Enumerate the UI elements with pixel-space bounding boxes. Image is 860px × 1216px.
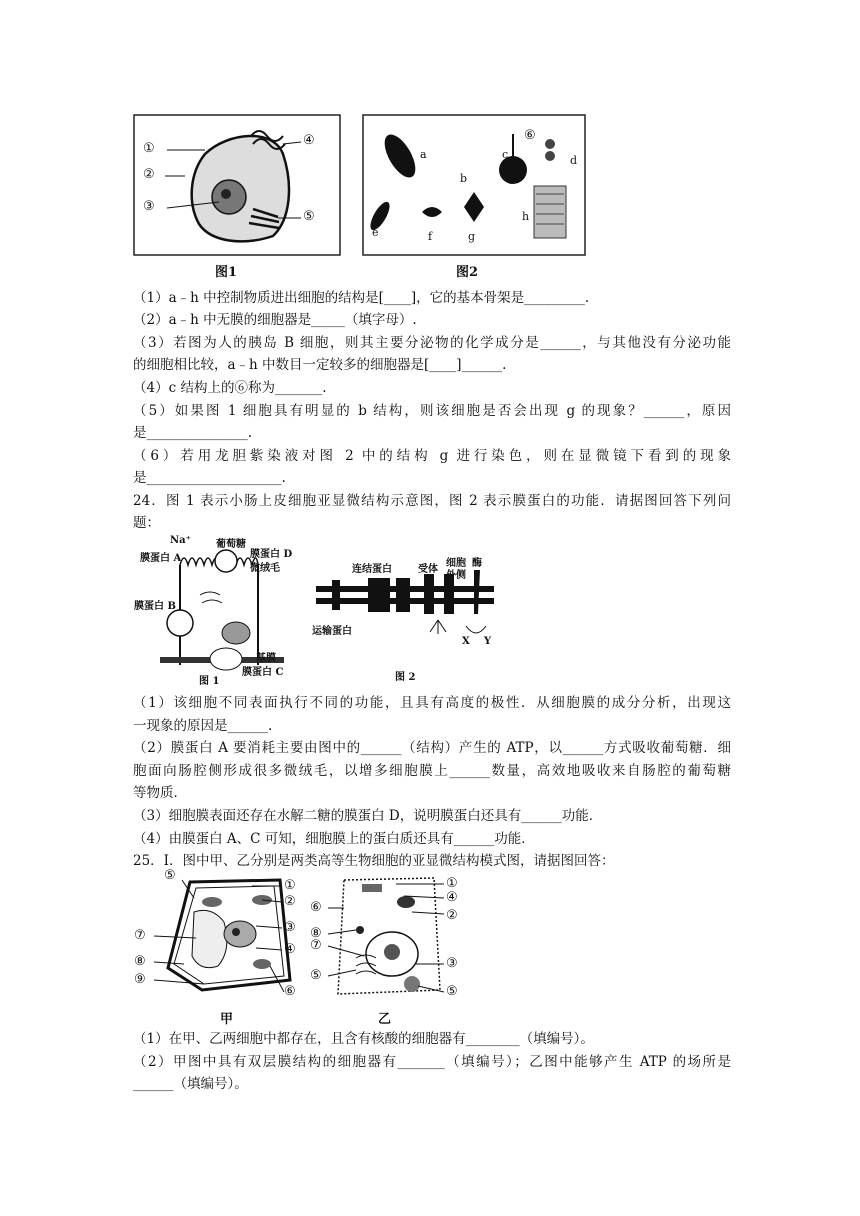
q24-fig2-label-enzyme: 酶 (472, 558, 482, 569)
q24-para-2a: （2）膜蛋白 A 要消耗主要由图中的______（结构）产生的 ATP，以______方式吸收葡萄糖．细 (133, 740, 731, 756)
fig2-label-6: ⑥ (524, 128, 536, 143)
figure-2-organelles (362, 114, 586, 256)
fig2-caption: 图2 (456, 265, 479, 280)
q23-line-2: （2）a﹣h 中无膜的细胞器是_____（填字母）. (133, 312, 417, 328)
q24-fig2-label-y: Y (484, 636, 492, 647)
q24-fig1-label-basement: 基膜 (256, 653, 276, 664)
q25-para-2b: ______（填编号）。 (133, 1076, 248, 1092)
q25-jia-label-4: ④ (284, 942, 296, 957)
q25-yi-label-5-right: ⑤ (446, 984, 458, 999)
q24-fig2-label-transport: 运输蛋白 (312, 626, 352, 637)
q25-jia-label-5: ⑤ (164, 868, 176, 883)
fig1-label-5: ⑤ (303, 209, 315, 224)
q23-line-6b: 是____________________. (133, 470, 286, 486)
q23-line-6a: （6）若用龙胆紫染液对图 2 中的结构 g 进行染色，则在显微镜下看到的现象 (133, 448, 731, 464)
q25-yi-caption: 乙 (378, 1012, 392, 1027)
q24-line-1: 24．图 1 表示小肠上皮细胞亚显微结构示意图，图 2 表示膜蛋白的功能．请据图回答下列问 (133, 493, 731, 509)
fig2-label-a: a (420, 148, 427, 161)
q24-fig1-caption: 图 1 (199, 676, 220, 687)
q24-fig1-label-protein-d: 膜蛋白 D (250, 549, 293, 560)
q24-para-2c: 等物质． (133, 785, 187, 801)
q25-para-2a: （2）甲图中具有双层膜结构的细胞器有_______（填编号）；乙图中能够产生 ATP 的场所是 (133, 1054, 731, 1070)
q24-fig2-caption: 图 2 (395, 672, 416, 683)
q24-fig2-label-x: X (462, 636, 470, 647)
q25-yi-label-4: ④ (446, 890, 458, 905)
q24-fig1-label-protein-b: 膜蛋白 B (134, 601, 176, 612)
fig2-label-h: h (522, 210, 530, 223)
fig2-label-c: c (502, 148, 509, 161)
q25-yi-label-3: ③ (446, 956, 458, 971)
q23-line-5b: 是_______________. (133, 425, 253, 441)
q25-jia-label-6: ⑥ (284, 984, 296, 999)
q24-line-2: 题： (133, 515, 160, 531)
q25-figure-yi-animal-cell (308, 872, 466, 1004)
q23-line-3b: 的细胞相比较，a﹣h 中数目一定较多的细胞器是[____]______. (133, 357, 507, 373)
q24-fig2-label-receptor: 受体 (418, 564, 438, 575)
q25-yi-label-1: ① (446, 876, 458, 891)
q24-fig2-label-cell: 细胞 (446, 558, 466, 569)
q25-jia-label-9: ⑨ (134, 972, 146, 987)
q25-jia-label-7: ⑦ (134, 928, 146, 943)
q25-yi-label-8: ⑧ (310, 926, 322, 941)
q24-para-1b: 一现象的原因是______. (133, 718, 273, 734)
fig2-label-d: d (570, 154, 578, 167)
q24-fig1-label-protein-c: 膜蛋白 C (242, 667, 284, 678)
q24-para-3: （3）细胞膜表面还存在水解二糖的膜蛋白 D，说明膜蛋白还具有______功能． (133, 808, 603, 824)
fig1-label-1: ① (143, 141, 155, 156)
q25-jia-label-1: ① (284, 878, 296, 893)
fig1-caption: 图1 (215, 265, 238, 280)
q25-jia-label-2: ② (284, 894, 296, 909)
q25-jia-label-3: ③ (284, 920, 296, 935)
q23-line-5a: （5）如果图 1 细胞具有明显的 b 结构，则该细胞是否会出现 g 的现象？______，原因 (133, 403, 731, 419)
fig1-label-4: ④ (303, 133, 315, 148)
figure-1-cell-diagram (133, 114, 341, 256)
q25-yi-label-2: ② (446, 908, 458, 923)
q24-fig2-label-junction: 连结蛋白 (352, 564, 392, 575)
q25-yi-label-5-left: ⑤ (310, 968, 322, 983)
fig1-label-3: ③ (143, 199, 155, 214)
fig2-label-f: f (428, 230, 433, 243)
q25-para-1: （1）在甲、乙两细胞中都存在，且含有核酸的细胞器有________（填编号）。 (133, 1031, 594, 1047)
q24-para-2b: 胞面向肠腔侧形成很多微绒毛，以增多细胞膜上______数量，高效地吸收来自肠腔的葡萄糖 (133, 763, 731, 779)
fig2-label-b: b (460, 172, 468, 185)
q24-fig2-label-outside: 外侧 (446, 570, 466, 581)
q24-fig1-label-protein-a: 膜蛋白 A (140, 553, 182, 564)
q24-para-4: （4）由膜蛋白 A、C 可知，细胞膜上的蛋白质还具有______功能． (133, 831, 535, 847)
fig2-label-e: e (372, 226, 379, 239)
q23-line-4: （4）c 结构上的⑥称为_______. (133, 380, 327, 396)
q24-figure-2-membrane-proteins (312, 560, 498, 655)
q25-jia-label-8: ⑧ (134, 954, 146, 969)
q24-para-1a: （1）该细胞不同表面执行不同的功能，且具有高度的极性．从细胞膜的成分分析，出现这 (133, 695, 731, 711)
q25-line-1: 25．Ⅰ．图中甲、乙分别是两类高等生物细胞的亚显微结构模式图，请据图回答： (133, 853, 615, 869)
q24-fig1-label-na: Na⁺ (170, 535, 191, 546)
q25-figure-jia-plant-cell (132, 868, 308, 1004)
q25-yi-label-6: ⑥ (310, 900, 322, 915)
q23-line-1: （1）a﹣h 中控制物质进出细胞的结构是[____]，它的基本骨架是_________. (133, 290, 590, 306)
q24-figure-1-intestinal-cell (134, 535, 300, 683)
fig1-label-2: ② (143, 167, 155, 182)
q24-fig1-label-glucose: 葡萄糖 (216, 539, 246, 550)
fig2-label-g: g (468, 230, 476, 243)
q23-line-3a: （3）若图为人的胰岛 B 细胞，则其主要分泌物的化学成分是______，与其他没有分泌功能 (133, 335, 731, 351)
q25-yi-label-7: ⑦ (310, 938, 322, 953)
q25-jia-caption: 甲 (220, 1012, 234, 1027)
q24-fig1-label-microvilli: 微绒毛 (250, 563, 280, 574)
